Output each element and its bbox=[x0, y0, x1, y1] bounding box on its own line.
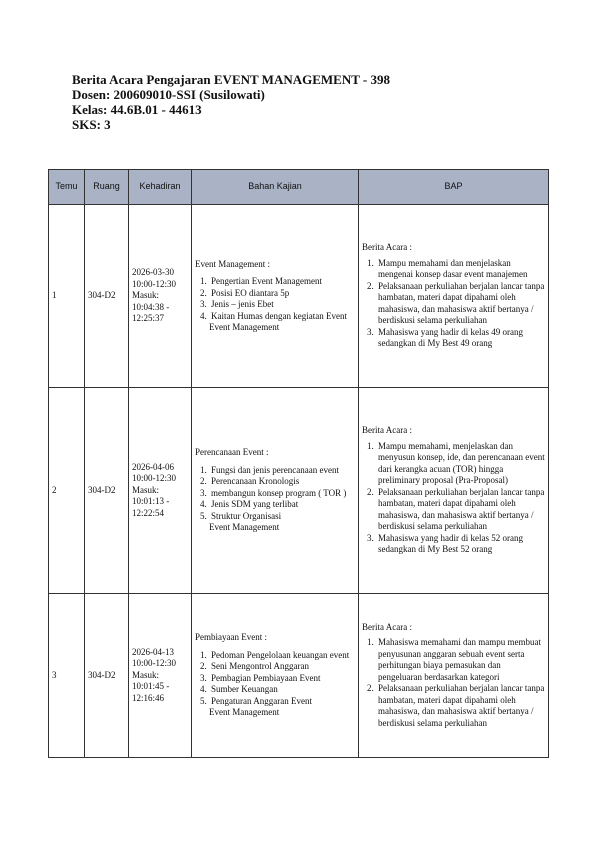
attendance-schedule: 10:00-12:30 bbox=[132, 278, 176, 289]
attendance-in: 10:04:38 - bbox=[132, 301, 170, 312]
bap-item: 1. Mampu memahami, menjelaskan dan menyusun konsep, ide, dan perencanaan event dari kerangka acuan (TOR) hingga preliminary proposal (Pra-Proposal) bbox=[376, 441, 545, 487]
document-title: Berita Acara Pengajaran EVENT MANAGEMENT - 398 bbox=[72, 72, 390, 87]
bap-title: Berita Acara : bbox=[362, 621, 412, 632]
bap-item: 3. Mahasiswa yang hadir di kelas 52 orang sedangkan di My Best 52 orang bbox=[376, 533, 545, 556]
bap-item: 2. Pelaksanaan perkuliahan berjalan lancar tanpa hambatan, materi dapat dipahami oleh mahasiswa, dan mahasiswa aktif bertanya / berdiskusi selama perkuliahan bbox=[376, 683, 545, 729]
kajian-item: 1. Pedoman Pengelolaan keuangan event bbox=[209, 650, 355, 662]
cell-bap bbox=[359, 594, 549, 758]
col-header-ruang: Ruang bbox=[85, 170, 129, 205]
kajian-course-name: Event Management bbox=[209, 322, 280, 332]
attendance-date: 2026-04-13 bbox=[132, 646, 174, 657]
kajian-item: 4. Kaitan Humas dengan kegiatan Event bbox=[209, 311, 355, 323]
cell-bahan-kajian bbox=[192, 205, 359, 388]
kajian-item: 3. Pembagian Pembiayaan Event bbox=[209, 673, 355, 685]
credits-line: SKS: 3 bbox=[72, 117, 111, 132]
kajian-title: Pembiayaan Event : bbox=[195, 632, 267, 643]
attendance-date: 2026-03-30 bbox=[132, 267, 174, 278]
kajian-item: 1. Fungsi dan jenis perencanaan event bbox=[209, 465, 355, 477]
attendance-out: 12:25:37 bbox=[132, 313, 165, 324]
bap-title: Berita Acara : bbox=[362, 242, 412, 253]
table-row bbox=[49, 388, 549, 594]
kajian-item: 1. Pengertian Event Management bbox=[209, 276, 355, 288]
kajian-item: 3. Jenis – jenis Ebet bbox=[209, 299, 355, 311]
cell-kehadiran bbox=[129, 205, 192, 388]
kajian-item: 2. Seni Mengontrol Anggaran bbox=[209, 661, 355, 673]
cell-ruang: 304-D2 bbox=[85, 388, 129, 594]
cell-bahan-kajian bbox=[192, 388, 359, 594]
col-header-kehadiran: Kehadiran bbox=[129, 170, 192, 205]
kajian-course-name: Event Management bbox=[209, 707, 280, 718]
kajian-item: 3. membangun konsep program ( TOR ) bbox=[209, 488, 355, 500]
table-header-row bbox=[49, 170, 549, 205]
kajian-item: 2. Perencanaan Kronologis bbox=[209, 476, 355, 488]
kajian-course-name: Event Management bbox=[209, 522, 280, 533]
attendance-in: 10:01:13 - bbox=[132, 496, 170, 507]
cell-ruang: 304-D2 bbox=[85, 594, 129, 758]
attendance-label: Masuk: bbox=[132, 484, 159, 495]
kajian-item: 4. Jenis SDM yang terlibat bbox=[209, 499, 355, 511]
bap-item: 1. Mampu memahami dan menjelaskan mengenai konsep dasar event manajemen bbox=[376, 258, 545, 281]
attendance-schedule: 10:00-12:30 bbox=[132, 473, 176, 484]
bap-item: 2. Pelaksanaan perkuliahan berjalan lancar tanpa hambatan, materi dapat dipahami oleh mahasiswa, dan mahasiswa aktif bertanya / berdiskusi selama perkuliahan bbox=[376, 281, 545, 327]
col-header-temu: Temu bbox=[49, 170, 85, 205]
cell-kehadiran bbox=[129, 594, 192, 758]
cell-bap bbox=[359, 388, 549, 594]
kajian-item: 5. Pengaturan Anggaran Event bbox=[209, 696, 355, 708]
table-row bbox=[49, 594, 549, 758]
lecturer-line: Dosen: 200609010-SSI (Susilowati) bbox=[72, 87, 265, 102]
kajian-item: 2. Posisi EO diantara 5p bbox=[209, 288, 355, 300]
table-row bbox=[49, 205, 549, 388]
teaching-report-table bbox=[48, 169, 549, 758]
cell-bahan-kajian bbox=[192, 594, 359, 758]
cell-kehadiran bbox=[129, 388, 192, 594]
bap-item: 3. Mahasiswa yang hadir di kelas 49 orang sedangkan di My Best 49 orang bbox=[376, 327, 545, 350]
class-line: Kelas: 44.6B.01 - 44613 bbox=[72, 102, 202, 117]
cell-bap bbox=[359, 205, 549, 388]
attendance-out: 12:16:46 bbox=[132, 692, 165, 703]
cell-temu: 3 bbox=[49, 594, 85, 758]
cell-temu: 1 bbox=[49, 205, 85, 388]
attendance-in: 10:01:45 - bbox=[132, 681, 170, 692]
attendance-date: 2026-04-06 bbox=[132, 461, 174, 472]
document-header bbox=[72, 72, 390, 132]
attendance-out: 12:22:54 bbox=[132, 507, 165, 518]
kajian-item: 4. Sumber Keuangan bbox=[209, 684, 355, 696]
cell-ruang: 304-D2 bbox=[85, 205, 129, 388]
bap-item: 2. Pelaksanaan perkuliahan berjalan lancar tanpa hambatan, materi dapat dipahami oleh mahasiswa, dan mahasiswa aktif bertanya / berdiskusi selama perkuliahan bbox=[376, 487, 545, 533]
kajian-title: Perencanaan Event : bbox=[195, 447, 269, 458]
kajian-title: Event Management : bbox=[195, 258, 270, 269]
attendance-label: Masuk: bbox=[132, 290, 159, 301]
col-header-bap: BAP bbox=[359, 170, 549, 205]
bap-item: 1. Mahasiswa memahami dan mampu membuat penyusunan anggaran sebuah event serta perhitungan biaya pemasukan dan pengeluaran berdasarkan kategori bbox=[376, 637, 545, 683]
attendance-schedule: 10:00-12:30 bbox=[132, 658, 176, 669]
cell-temu: 2 bbox=[49, 388, 85, 594]
col-header-bahan-kajian: Bahan Kajian bbox=[192, 170, 359, 205]
attendance-label: Masuk: bbox=[132, 669, 159, 680]
bap-title: Berita Acara : bbox=[362, 425, 412, 436]
kajian-item: 5. Struktur Organisasi bbox=[209, 511, 355, 523]
